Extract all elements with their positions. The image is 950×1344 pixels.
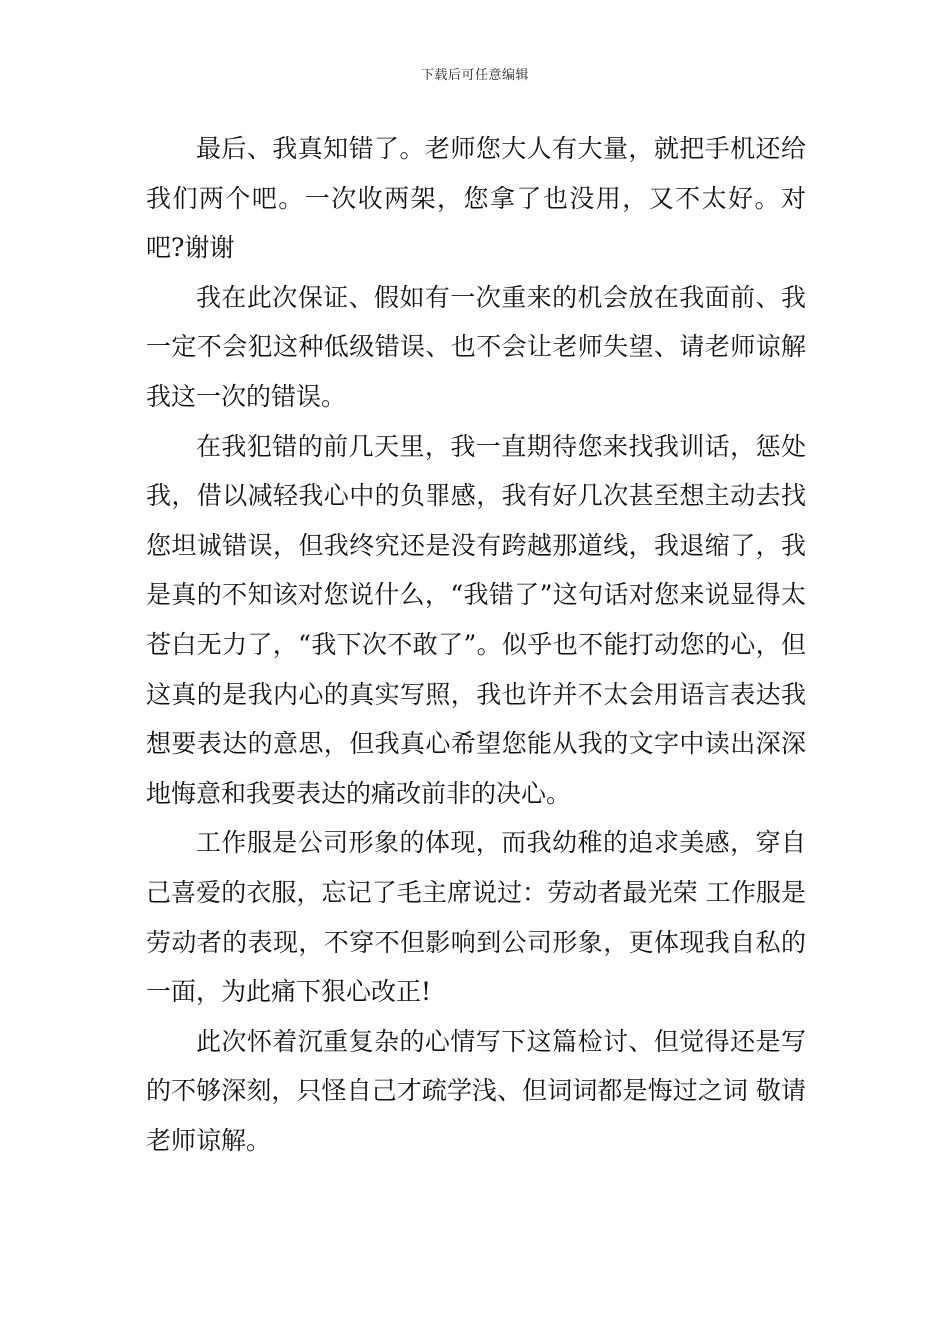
paragraph-1: 最后、我真知错了。老师您大人有大量，就把手机还给我们两个吧。一次收两架，您拿了也没用，又不太好。对吧?谢谢 (146, 134, 806, 263)
document-body (146, 124, 806, 1165)
page-header: 下载后可任意编辑 (420, 68, 529, 83)
paragraph-5: 此次怀着沉重复杂的心情写下这篇检讨、但觉得还是写的不够深刻，只怪自己才疏学浅、但词词都是悔过之词 敬请老师谅解。 (146, 1026, 806, 1155)
paragraph-2: 我在此次保证、假如有一次重来的机会放在我面前、我一定不会犯这种低级错误、也不会让老师失望、请老师谅解我这一次的错误。 (146, 282, 806, 411)
paragraph-4: 工作服是公司形象的体现，而我幼稚的追求美感，穿自己喜爱的衣服，忘记了毛主席说过：劳动者最光荣 工作服是劳动者的表现，不穿不但影响到公司形象，更体现我自私的一面，为此痛下狠心改正! (146, 828, 806, 1007)
paragraph-3: 在我犯错的前几天里，我一直期待您来找我训话，惩处我，借以减轻我心中的负罪感，我有好几次甚至想主动去找您坦诚错误，但我终究还是没有跨越那道线，我退缩了，我是真的不知该对您说什么，“我错了”这句话对您来说显得太苍白无力了，“我下次不敢了”。似乎也不能打动您的心，但这真的是我内心的真实写照，我也许并不太会用语言表达我想要表达的意思，但我真心希望您能从我的文字中读出深深地悔意和我要表达的痛改前非的决心。 (146, 431, 806, 808)
